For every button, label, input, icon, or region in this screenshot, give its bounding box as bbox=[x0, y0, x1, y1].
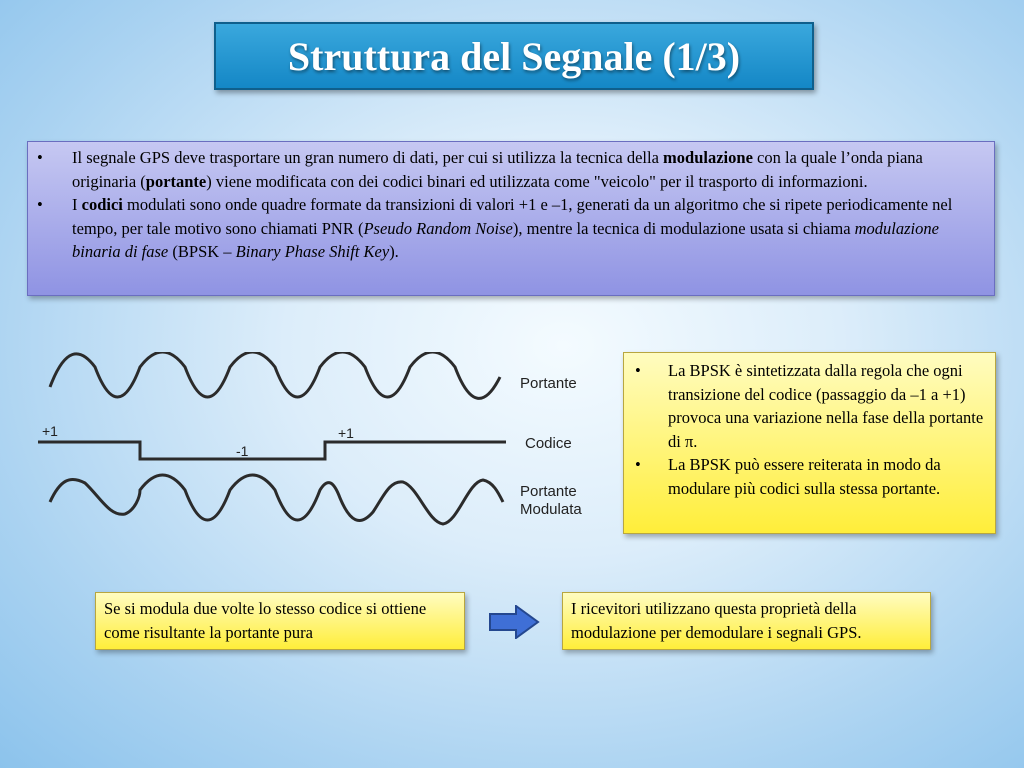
intro-box bbox=[27, 141, 995, 296]
bullet-text: I bbox=[72, 195, 82, 214]
slide-title: Struttura del Segnale (1/3) bbox=[287, 33, 741, 79]
bullet-dot: • bbox=[37, 148, 43, 167]
bold-term: modulazione bbox=[663, 148, 753, 167]
right-arrow-icon bbox=[488, 605, 540, 639]
intro-bullet-list bbox=[28, 142, 994, 264]
bullet-text: con la quale l’onda piana originaria ( bbox=[72, 148, 923, 191]
bullet-text: La BPSK può essere reiterata in modo da modulare più codici sulla stessa portante. bbox=[668, 455, 941, 498]
bpsk-bullet-rule bbox=[624, 359, 985, 453]
bpsk-diagram bbox=[38, 352, 598, 532]
bold-term: codici bbox=[81, 195, 123, 214]
bullet-dot: • bbox=[37, 195, 43, 214]
carrier-label: Portante bbox=[520, 375, 577, 392]
receiver-note bbox=[562, 592, 931, 650]
code-minus1-label: -1 bbox=[236, 443, 249, 459]
bullet-text: modulati sono onde quadre formate da transizioni di valori +1 e –1, generati da un algoritmo che si ripete periodicamente nel tempo, per tale motivo sono chiamati PNR ( bbox=[72, 195, 953, 238]
bold-term: portante bbox=[145, 171, 207, 191]
bullet-text: (BPSK – bbox=[168, 242, 236, 261]
double-modulation-note bbox=[95, 592, 465, 650]
bullet-dot: • bbox=[635, 361, 641, 380]
code-plus1-right-label: +1 bbox=[338, 425, 354, 441]
italic-term: Pseudo Random Noise bbox=[363, 218, 513, 238]
modulated-label-line2: Modulata bbox=[520, 501, 582, 518]
note-text: Se si modula due volte lo stesso codice si ottiene come risultante la portante pura bbox=[104, 599, 427, 642]
intro-bullet-codes bbox=[28, 193, 986, 264]
modulated-carrier-wave bbox=[50, 475, 503, 524]
modulated-label-line1: Portante bbox=[520, 483, 577, 500]
bpsk-rule-box bbox=[623, 352, 996, 534]
carrier-wave bbox=[50, 352, 500, 398]
title-banner bbox=[214, 22, 814, 90]
italic-term: modulazione binaria di fase bbox=[72, 218, 939, 261]
code-square-wave bbox=[38, 442, 506, 459]
bpsk-bullet-iterate bbox=[624, 453, 985, 500]
italic-term: Binary Phase Shift Key bbox=[235, 242, 390, 261]
note-text: I ricevitori utilizzano questa proprietà della modulazione per demodulare i segnali GPS. bbox=[571, 599, 862, 642]
bullet-dot: • bbox=[635, 455, 641, 474]
code-label: Codice bbox=[525, 435, 572, 452]
bullet-text: ), mentre la tecnica di modulazione usata si chiama bbox=[512, 218, 855, 238]
bpsk-bullet-list bbox=[624, 359, 995, 500]
bullet-text: ). bbox=[389, 242, 399, 261]
bullet-text: Il segnale GPS deve trasportare un gran numero di dati, per cui si utilizza la tecnica della bbox=[72, 148, 664, 167]
intro-bullet-modulation bbox=[28, 146, 986, 193]
bullet-text: ) viene modificata con dei codici binari ed utilizzata come "veicolo" per il trasporto di informazioni. bbox=[206, 171, 868, 191]
bullet-text: La BPSK è sintetizzata dalla regola che ogni transizione del codice (passaggio da –1 a +1) provoca una variazione nella fase della portante di π. bbox=[668, 361, 984, 451]
code-plus1-left-label: +1 bbox=[42, 423, 58, 439]
